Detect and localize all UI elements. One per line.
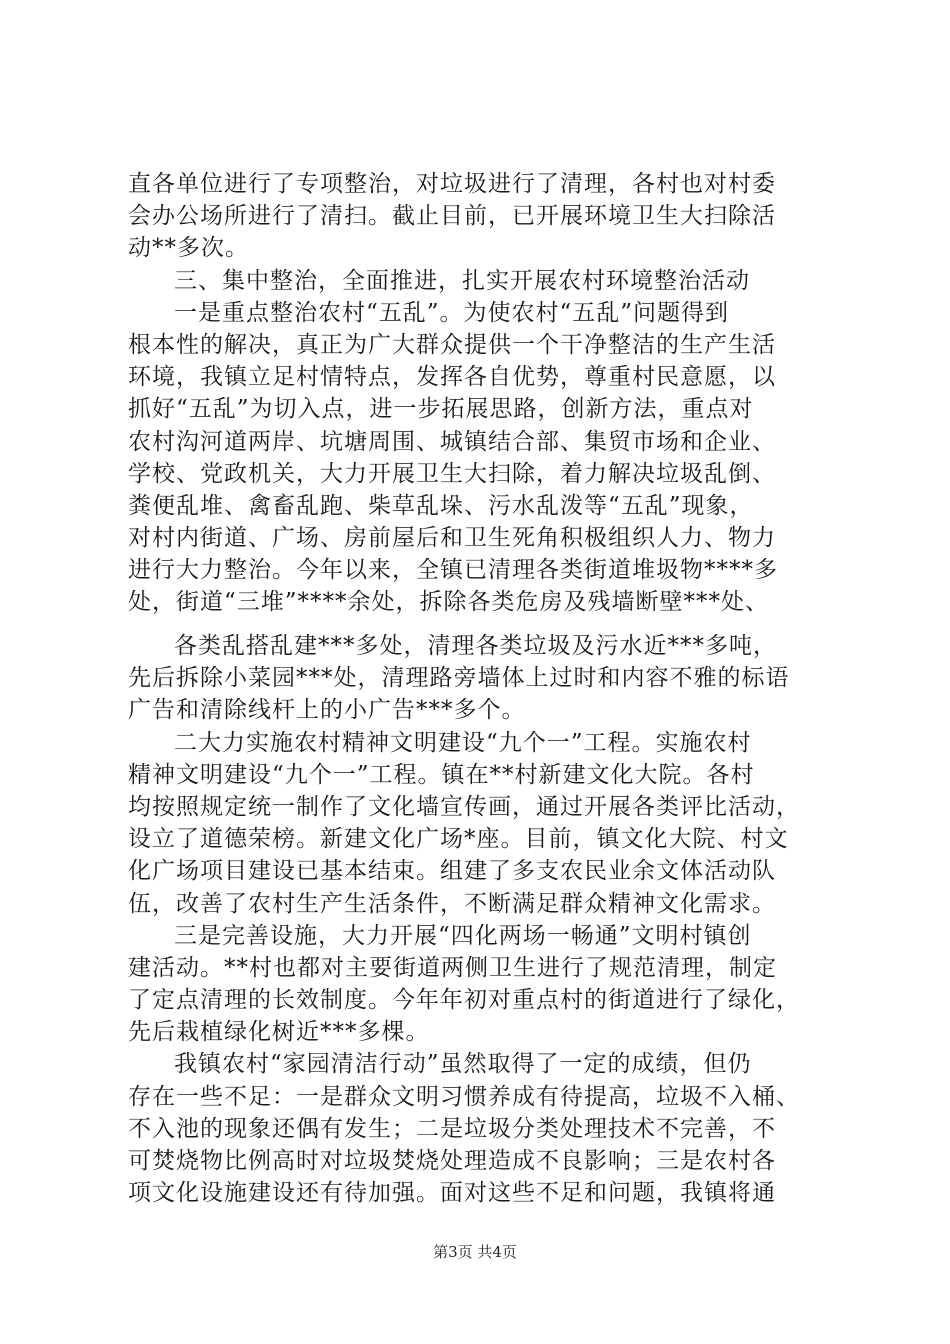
text-line: 建活动。**村也都对主要街道两侧卫生进行了规范清理，制定	[128, 954, 777, 981]
text-line: 各类乱搭乱建***多处，清理各类垃圾及污水近***多吨，	[174, 633, 777, 659]
text-line: 广告和清除线杆上的小广告***多个。	[128, 697, 526, 724]
text-line: 环境，我镇立足村情特点，发挥各自优势，尊重村民意愿，以	[128, 364, 776, 391]
text-line: 精神文明建设“九个一”工程。镇在**村新建文化大院。各村	[128, 761, 755, 788]
text-line: 设立了道德荣榜。新建文化广场*座。目前，镇文化大院、村文	[128, 826, 789, 853]
text-line: 存在一些不足：一是群众文明习惯养成有待提高，垃圾不入桶、	[128, 1083, 800, 1110]
text-line: 均按照规定统一制作了文化墙宣传画，通过开展各类评比活动，	[128, 793, 800, 820]
text-line: 学校、党政机关，大力开展卫生大扫除，着力解决垃圾乱倒、	[128, 460, 776, 487]
text-block-top	[128, 168, 828, 619]
text-line: 会办公场所进行了清扫。截止目前，已开展环境卫生大扫除活	[128, 203, 776, 230]
page-number-footer: 第3页 共4页	[433, 1243, 517, 1261]
text-line: 一是重点整治农村“五乱”。为使农村“五乱”问题得到	[174, 299, 730, 326]
text-line: 动**多次。	[128, 235, 249, 262]
text-line: 粪便乱堆、禽畜乱跑、柴草乱垛、污水乱泼等“五乱”现象，	[128, 492, 754, 519]
text-line: 根本性的解决，真正为广大群众提供一个干净整洁的生产生活	[128, 331, 776, 358]
text-line: 直各单位进行了专项整治，对垃圾进行了清理，各村也对村委	[128, 171, 776, 197]
text-line: 项文化设施建设还有待加强。面对这些不足和问题，我镇将通	[128, 1180, 776, 1207]
text-line: 了定点清理的长效制度。今年年初对重点村的街道进行了绿化，	[128, 987, 800, 1014]
text-line: 进行大力整治。今年以来，全镇已清理各类街道堆圾物****多	[128, 557, 778, 584]
text-line: 二大力实施农村精神文明建设“九个一”工程。实施农村	[174, 729, 752, 756]
text-line: 先后拆除小菜园***处，清理路旁墙体上过时和内容不雅的标语	[128, 665, 790, 692]
text-line: 先后栽植绿化树近***多棵。	[128, 1019, 430, 1046]
text-line: 对村内街道、广场、房前屋后和卫生死角积极组织人力、物力	[128, 525, 776, 552]
section-heading: 三、集中整治，全面推进，扎实开展农村环境整治活动	[174, 267, 750, 294]
text-line: 我镇农村“家园清洁行动”虽然取得了一定的成绩，但仍	[174, 1051, 752, 1078]
text-line: 抓好“五乱”为切入点，进一步拓展思路，创新方法，重点对	[128, 396, 754, 423]
text-line: 处，街道“三堆”****余处，拆除各类危房及残墙断壁***处、	[128, 589, 770, 616]
text-line: 三是完善设施，大力开展“四化两场一畅通”文明村镇创	[174, 922, 752, 949]
text-line: 农村沟河道两岸、坑塘周围、城镇结合部、集贸市场和企业、	[128, 428, 776, 455]
text-block-bottom	[128, 630, 828, 1209]
text-line: 可焚烧物比例高时对垃圾焚烧处理造成不良影响；三是农村各	[128, 1148, 776, 1174]
text-line: 化广场项目建设已基本结束。组建了多支农民业余文体活动队	[128, 858, 776, 885]
text-line: 伍，改善了农村生产生活条件，不断满足群众精神文化需求。	[128, 890, 776, 917]
text-line: 不入池的现象还偶有发生；二是垃圾分类处理技术不完善，不	[128, 1115, 776, 1142]
